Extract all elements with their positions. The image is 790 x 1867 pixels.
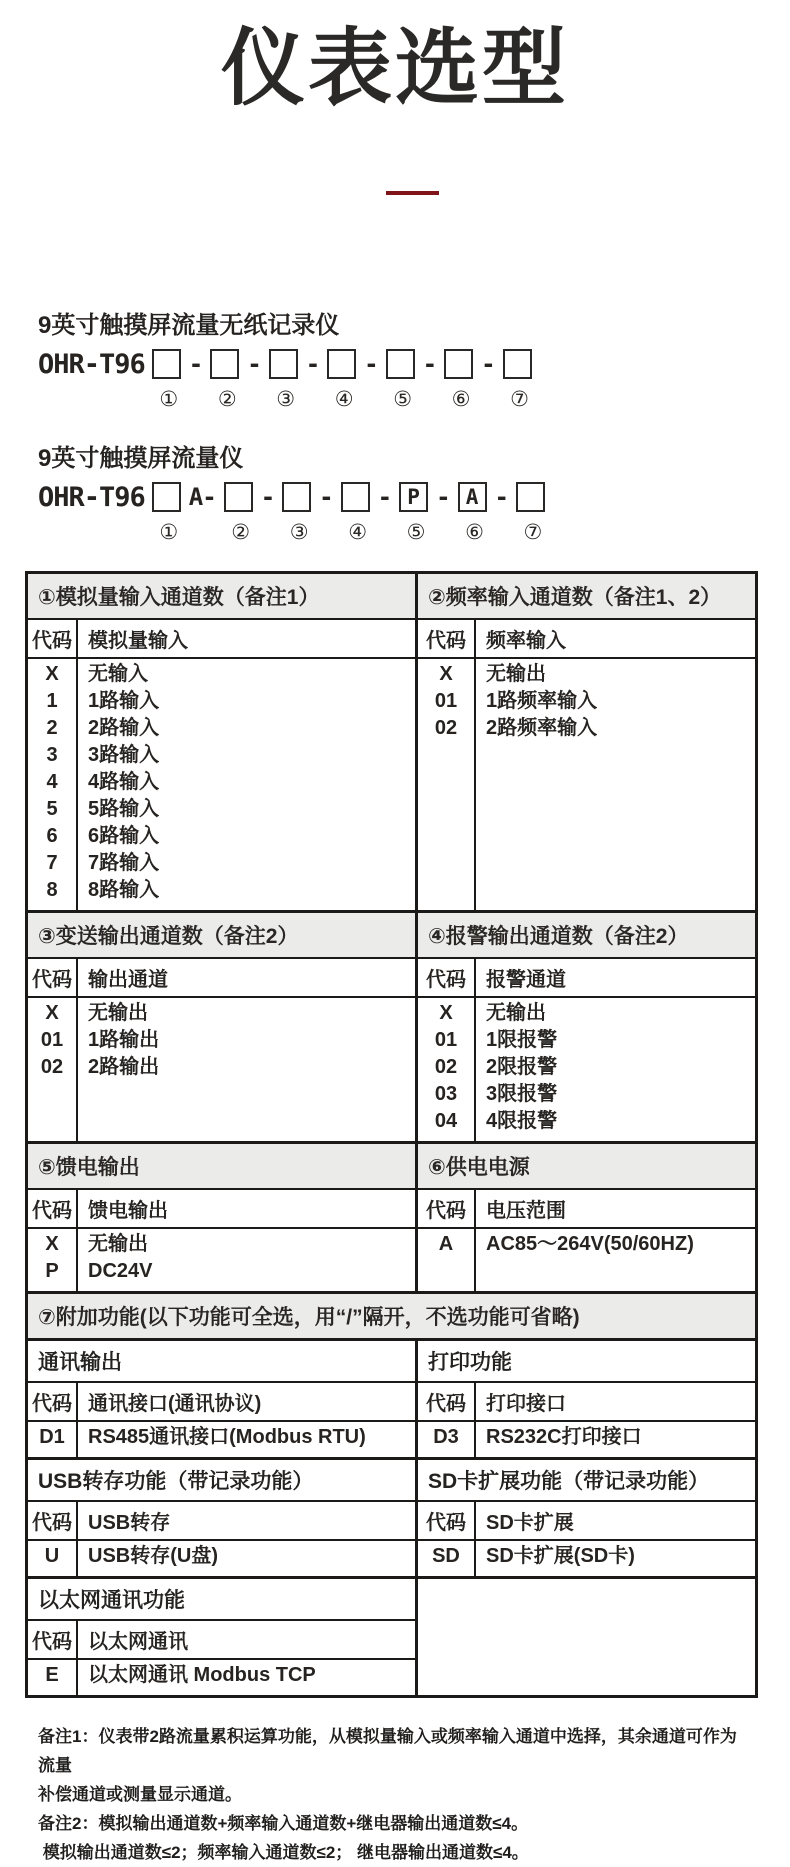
table-right-half — [418, 1502, 755, 1541]
description-column-header: 通讯接口(通讯协议) — [88, 1392, 262, 1415]
description-column — [476, 959, 755, 996]
option-description: 3路输入 — [88, 743, 160, 766]
table-right-half — [418, 659, 755, 910]
code-column — [418, 1422, 476, 1457]
option-description: 7路输入 — [88, 851, 160, 874]
code-column — [418, 998, 476, 1141]
description-column-header: 输出通道 — [88, 968, 168, 991]
code-box — [516, 482, 545, 512]
position-number: ② — [217, 387, 237, 411]
position-number: ⑤ — [406, 520, 426, 544]
description-column — [476, 659, 755, 910]
option-code: X — [45, 662, 59, 685]
model-code-line — [38, 480, 790, 545]
description-column — [78, 1383, 415, 1420]
code-box: A — [458, 482, 487, 512]
code-column — [28, 1621, 78, 1658]
description-column — [78, 1502, 415, 1539]
option-code: 03 — [434, 1082, 458, 1105]
subsection-title: USB转存功能（带记录功能） — [38, 1469, 314, 1493]
description-column-header: 馈电输出 — [88, 1199, 168, 1222]
model-segments — [152, 480, 550, 545]
description-column-header: 报警通道 — [486, 968, 566, 991]
segment-top — [152, 480, 224, 515]
option-code: P — [45, 1259, 59, 1282]
code-column — [28, 1422, 78, 1457]
code-column-header: 代码 — [426, 1199, 466, 1222]
table-band — [28, 1229, 755, 1291]
segment-top — [516, 480, 545, 515]
code-separator: - — [377, 483, 392, 512]
option-description: SD卡扩展(SD卡) — [486, 1544, 635, 1567]
code-box — [282, 482, 311, 512]
table-band — [28, 1383, 755, 1422]
option-code: 01 — [434, 1028, 458, 1051]
model-name: 9英寸触摸屏流量仪 — [38, 444, 244, 472]
description-column-header: USB转存 — [88, 1511, 171, 1534]
option-description: 1路输出 — [88, 1028, 160, 1051]
code-column — [418, 1502, 476, 1539]
description-column — [78, 1190, 415, 1227]
description-column — [78, 1422, 415, 1457]
option-description: 无输出 — [486, 1001, 546, 1024]
table-right-half — [418, 998, 755, 1141]
option-code: 5 — [46, 797, 58, 820]
option-code: 02 — [434, 1055, 458, 1078]
option-description: 2路频率输入 — [486, 716, 598, 739]
table-right-half — [418, 913, 755, 959]
option-description: USB转存(U盘) — [88, 1544, 218, 1567]
description-column — [78, 1660, 415, 1695]
option-description: 8路输入 — [88, 878, 160, 901]
table-right-half — [418, 620, 755, 659]
position-number: ⑥ — [451, 387, 471, 411]
code-column — [418, 959, 476, 996]
description-column — [78, 998, 415, 1141]
code-box — [210, 349, 239, 379]
subsection-title: 打印功能 — [428, 1350, 512, 1374]
segment-top — [503, 347, 532, 382]
note-line: 备注2：模拟输出通道数+频率输入通道数+继电器输出通道数≤4。 — [38, 1813, 529, 1833]
option-description: 1路输入 — [88, 689, 160, 712]
option-description: 无输出 — [88, 1001, 148, 1024]
table-right-half — [418, 574, 755, 620]
position-number: ④ — [334, 387, 354, 411]
model-segment — [503, 347, 537, 412]
code-box — [327, 349, 356, 379]
table-left-half — [28, 1229, 418, 1291]
description-column — [476, 1502, 755, 1539]
segment-top — [224, 480, 282, 515]
description-column — [476, 1422, 755, 1457]
table-right-half — [418, 1541, 755, 1576]
selection-table — [25, 571, 758, 1698]
table-right-half — [418, 1190, 755, 1229]
note-line: 模拟输出通道数≤2；频率输入通道数≤2； 继电器输出通道数≤4。 — [38, 1842, 529, 1862]
table-left-half — [28, 913, 418, 959]
segment-top — [341, 480, 399, 515]
segment-top — [152, 347, 210, 382]
code-column-header: 代码 — [426, 629, 466, 652]
section-header: ②频率输入通道数（备注1、2） — [418, 574, 755, 618]
option-description: 无输出 — [88, 1232, 148, 1255]
code-box — [224, 482, 253, 512]
description-column — [476, 620, 755, 657]
table-left-half — [28, 1541, 418, 1576]
table-left-half — [28, 1621, 418, 1660]
code-column-header: 代码 — [32, 1630, 72, 1653]
description-column — [78, 959, 415, 996]
code-column — [28, 1541, 78, 1576]
option-code: D1 — [39, 1425, 65, 1448]
code-column — [418, 659, 476, 910]
model-code-line — [38, 347, 790, 412]
code-column-header: 代码 — [32, 629, 72, 652]
segment-top — [386, 347, 444, 382]
position-number: ① — [159, 387, 179, 411]
code-column — [28, 1383, 78, 1420]
option-description: RS485通讯接口(Modbus RTU) — [88, 1425, 366, 1448]
table-left-half — [28, 620, 418, 659]
position-number: ③ — [276, 387, 296, 411]
table-right-half — [418, 1422, 755, 1457]
model-segment — [152, 480, 224, 545]
table-band — [28, 910, 755, 959]
table-left-half — [28, 1190, 418, 1229]
option-description: 2限报警 — [486, 1055, 558, 1078]
code-separator: - — [436, 483, 450, 512]
segment-top — [444, 347, 502, 382]
code-column — [28, 998, 78, 1141]
code-column-header: 代码 — [426, 1392, 466, 1415]
table-band — [28, 998, 755, 1141]
model-segment — [386, 347, 444, 412]
table-band — [28, 1457, 755, 1502]
section-header: ④报警输出通道数（备注2） — [418, 913, 755, 957]
code-column-header: 代码 — [32, 1511, 72, 1534]
table-band — [28, 620, 755, 659]
segment-top — [269, 347, 327, 382]
segment-top — [458, 480, 516, 515]
notes — [38, 1722, 752, 1867]
code-column — [418, 1190, 476, 1227]
code-column — [418, 1541, 476, 1576]
option-code: SD — [432, 1544, 460, 1567]
model-segment — [458, 480, 516, 545]
code-column — [418, 1229, 476, 1291]
code-column — [28, 1229, 78, 1291]
segment-top — [210, 347, 268, 382]
option-code: 02 — [434, 716, 458, 739]
segment-top — [399, 480, 457, 515]
title-underline — [386, 191, 439, 195]
table-left-half — [28, 1660, 418, 1695]
option-code: X — [45, 1001, 59, 1024]
position-number: ⑤ — [393, 387, 413, 411]
description-column-header: SD卡扩展 — [486, 1511, 574, 1534]
option-description: DC24V — [88, 1259, 153, 1282]
code-column — [28, 659, 78, 910]
code-column-header: 代码 — [426, 1511, 466, 1534]
description-column-header: 频率输入 — [486, 629, 566, 652]
table-band — [28, 1291, 755, 1338]
position-number: ② — [231, 520, 251, 544]
option-description: AC85～264V(50/60HZ) — [486, 1232, 694, 1255]
table-left-half — [28, 998, 418, 1141]
note-line: 补偿通道或测量显示通道。 — [38, 1784, 242, 1804]
table-left-half — [28, 1422, 418, 1457]
option-code: X — [45, 1232, 59, 1255]
code-separator: - — [481, 350, 495, 379]
description-column — [476, 1190, 755, 1227]
code-column — [28, 959, 78, 996]
option-code: 8 — [46, 878, 58, 901]
option-description: 无输出 — [486, 662, 546, 685]
code-separator: - — [319, 483, 333, 512]
description-column — [476, 1541, 755, 1576]
option-description: 无输入 — [88, 662, 148, 685]
option-code: 4 — [46, 770, 58, 793]
description-column-header: 打印接口 — [486, 1392, 566, 1415]
model-prefix: OHR-T96 — [38, 348, 145, 380]
segment-top — [327, 347, 385, 382]
note-line: 备注1：仪表带2路流量累积运算功能，从模拟量输入或频率输入通道中选择，其余通道可作为流量 — [38, 1726, 737, 1775]
table-left-half — [28, 1502, 418, 1541]
option-description: 1路频率输入 — [486, 689, 598, 712]
position-number: ⑦ — [523, 520, 543, 544]
table-right-half — [418, 1229, 755, 1291]
table-right-half — [418, 1144, 755, 1190]
description-column — [78, 620, 415, 657]
code-column — [28, 620, 78, 657]
model-list — [38, 305, 790, 545]
code-column-header: 代码 — [32, 968, 72, 991]
option-code: 6 — [46, 824, 58, 847]
model-prefix: OHR-T96 — [38, 481, 145, 513]
table-right-half — [418, 959, 755, 998]
option-description: 2路输出 — [88, 1055, 160, 1078]
table-left-half — [28, 1383, 418, 1422]
code-separator: - — [364, 350, 378, 379]
option-description: RS232C打印接口 — [486, 1425, 642, 1448]
position-number: ⑥ — [465, 520, 484, 544]
code-column — [28, 1190, 78, 1227]
code-box — [152, 482, 181, 512]
description-column — [78, 1229, 415, 1291]
option-code: 7 — [46, 851, 58, 874]
description-column-header: 模拟量输入 — [88, 629, 188, 652]
code-box — [386, 349, 415, 379]
option-code: X — [439, 1001, 453, 1024]
table-band — [28, 1576, 755, 1621]
section-header: ⑥供电电源 — [418, 1144, 755, 1188]
model-segment — [341, 480, 399, 545]
option-description: 5路输入 — [88, 797, 160, 820]
subsection-title: 通讯输出 — [38, 1350, 122, 1374]
option-code: 01 — [434, 689, 458, 712]
position-number: ⑦ — [510, 387, 529, 411]
table-right-half — [418, 1383, 755, 1422]
table-left-half — [28, 1460, 418, 1502]
code-box — [341, 482, 370, 512]
code-column — [28, 1660, 78, 1695]
position-number: ① — [159, 520, 179, 544]
table-right-half — [418, 1621, 755, 1660]
option-code: 01 — [40, 1028, 64, 1051]
position-number: ④ — [348, 520, 368, 544]
code-separator: - — [305, 350, 320, 379]
description-column — [78, 1621, 415, 1658]
model-segments — [152, 347, 537, 412]
section-header: ⑦附加功能(以下功能可全选，用“/”隔开，不选功能可省略) — [28, 1294, 755, 1338]
table-left-half — [28, 659, 418, 910]
table-right-half — [418, 1579, 755, 1621]
model-segment — [444, 347, 502, 412]
model-segment — [516, 480, 550, 545]
code-column — [418, 620, 476, 657]
model-segment — [152, 347, 210, 412]
option-code: 02 — [40, 1055, 64, 1078]
description-column-header: 以太网通讯 — [88, 1630, 188, 1653]
option-code: D3 — [433, 1425, 459, 1448]
description-column — [476, 1383, 755, 1420]
table-band — [28, 1190, 755, 1229]
table-right-half — [418, 1341, 755, 1383]
code-separator: - — [260, 483, 275, 512]
table-left-half — [28, 1341, 418, 1383]
table-right-half — [418, 1660, 755, 1695]
option-description: 4路输入 — [88, 770, 160, 793]
table-band — [28, 1660, 755, 1695]
table-band — [28, 659, 755, 910]
option-code: 2 — [46, 716, 58, 739]
model-block — [38, 305, 790, 412]
code-separator: A- — [188, 483, 216, 512]
code-column — [28, 1502, 78, 1539]
option-code: U — [44, 1544, 60, 1567]
table-band — [28, 1141, 755, 1190]
table-band — [28, 574, 755, 620]
code-column-header: 代码 — [32, 1392, 72, 1415]
option-description: 6路输入 — [88, 824, 160, 847]
code-box — [503, 349, 532, 379]
table-left-half — [28, 1579, 418, 1621]
option-code: 04 — [434, 1109, 458, 1132]
code-column — [418, 1383, 476, 1420]
model-block — [38, 438, 790, 545]
code-separator: - — [188, 350, 203, 379]
code-separator: - — [422, 350, 437, 379]
model-segment — [327, 347, 385, 412]
description-column — [78, 659, 415, 910]
option-code: 3 — [46, 743, 58, 766]
model-segment — [210, 347, 268, 412]
code-box: P — [399, 482, 428, 512]
position-number: ③ — [289, 520, 309, 544]
code-box — [269, 349, 298, 379]
page-title: 仪表选型 — [220, 21, 569, 115]
table-band — [28, 1541, 755, 1576]
description-column — [476, 1229, 755, 1291]
table-band — [28, 959, 755, 998]
model-segment — [399, 480, 457, 545]
code-separator: - — [494, 483, 508, 512]
model-segment — [269, 347, 327, 412]
description-column — [476, 998, 755, 1141]
option-code: X — [439, 662, 453, 685]
code-column-header: 代码 — [32, 1199, 72, 1222]
table-band — [28, 1502, 755, 1541]
table-band — [28, 1621, 755, 1660]
subsection-title: 以太网通讯功能 — [38, 1588, 185, 1612]
code-column-header: 代码 — [426, 968, 466, 991]
table-right-half — [418, 1460, 755, 1502]
code-box — [444, 349, 473, 379]
table-left-half — [28, 959, 418, 998]
table-left-half — [28, 1144, 418, 1190]
description-column — [78, 1541, 415, 1576]
section-header: ⑤馈电输出 — [28, 1144, 415, 1188]
table-band — [28, 1422, 755, 1457]
section-header: ③变送输出通道数（备注2） — [28, 913, 415, 957]
option-description: 3限报警 — [486, 1082, 558, 1105]
description-column-header: 电压范围 — [486, 1199, 566, 1222]
option-code: E — [45, 1663, 59, 1686]
code-separator: - — [247, 350, 261, 379]
option-description: 2路输入 — [88, 716, 160, 739]
option-description: 4限报警 — [486, 1109, 558, 1132]
table-band — [28, 1338, 755, 1383]
code-box — [152, 349, 181, 379]
model-name: 9英寸触摸屏流量无纸记录仪 — [38, 311, 340, 339]
option-code: 1 — [46, 689, 58, 712]
subsection-title: SD卡扩展功能（带记录功能） — [428, 1469, 710, 1493]
option-code: A — [438, 1232, 454, 1255]
segment-top — [282, 480, 340, 515]
model-segment — [282, 480, 340, 545]
model-segment — [224, 480, 282, 545]
option-description: 1限报警 — [486, 1028, 558, 1051]
section-header: ①模拟量输入通道数（备注1） — [28, 574, 415, 618]
table-left-half — [28, 574, 418, 620]
option-description: 以太网通讯 Modbus TCP — [88, 1663, 316, 1686]
